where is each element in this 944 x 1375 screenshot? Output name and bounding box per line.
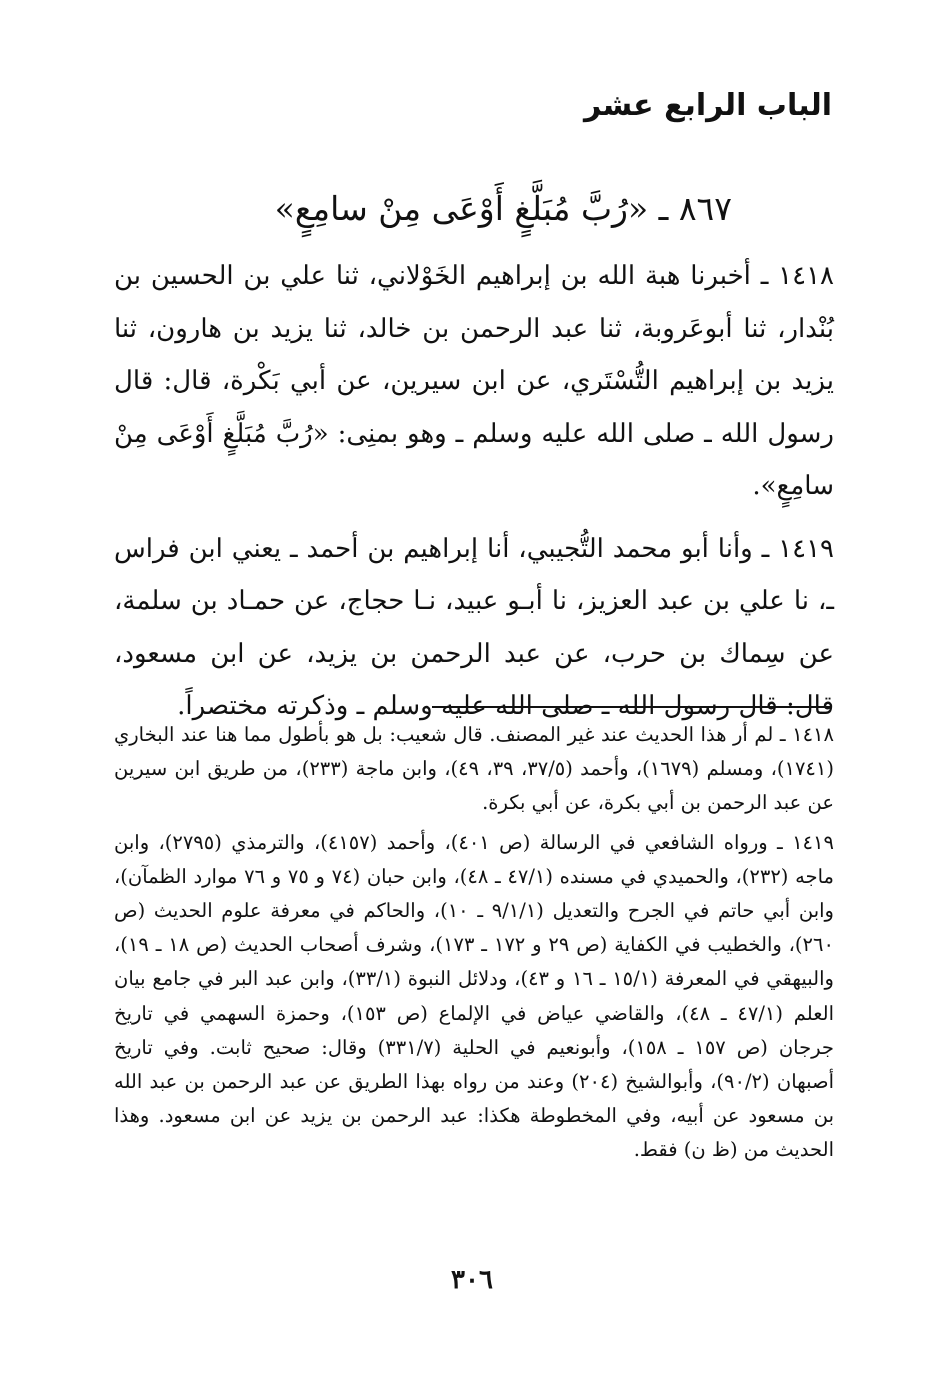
- hadith-paragraph-1418: ١٤١٨ ـ أخبرنا هبة الله بن إبراهيم الخَوْلاني، ثنا علي بن الحسين بن بُنْدار، ثنا أبوعَروبة، ثنا عبد الرحمن بن خالد، ثنا يزيد بن هارون، ثنا يزيد بن إبراهيم التُّسْتَري، عن ابن سيرين، عن أبي بَكْرة، قال: قال رسول الله ـ صلى الله عليه وسلم ـ وهو بمنِى: «رُبَّ مُبَلَّغٍ أَوْعَى مِنْ سامِعٍ».: [114, 261, 834, 501]
- footnotes: [114, 718, 834, 1173]
- footnote-1419: ١٤١٩ ـ ورواه الشافعي في الرسالة (ص ٤٠١)، وأحمد (٤١٥٧)، والترمذي (٢٧٩٥)، وابن ماجه (٢٣٢)، والحميدي في مسنده (٤٧/١ ـ ٤٨)، وابن حبان (٧٤ و ٧٥ و ٧٦ موارد الظمآن)، وابن أبي حاتم في الجرح والتعديل (٩/١/١ ـ ١٠)، والحاكم في معرفة علوم الحديث (ص ٢٦٠)، والخطيب في الكفاية (ص ٢٩ و ١٧٢ ـ ١٧٣)، وشرف أصحاب الحديث (ص ١٨ ـ ١٩)، والبيهقي في المعرفة (١٥/١ ـ ١٦ و ٤٣)، ودلائل النبوة (٣٣/١)، وابن عبد البر في جامع بيان العلم (٤٧/١ ـ ٤٨)، والقاضي عياض في الإلماع (ص ١٥٣)، وحمزة السهمي في تاريخ جرجان (ص ١٥٧ ـ ١٥٨)، وأبونعيم في الحلية (٣٣١/٧) وقال: صحيح ثابت. وفي تاريخ أصبهان (٩٠/٢)، وأبوالشيخ (٢٠٤) وعند من رواه بهذا الطريق عن عبد الرحمن بن عبد الله بن مسعود عن أبيه، وفي المخطوطة هكذا: عبد الرحمن بن يزيد عن ابن مسعود. وهذا الحديث من (ظ ن) فقط.: [114, 830, 834, 1162]
- footnote-divider: [432, 706, 832, 708]
- footnote-1418: ١٤١٨ ـ لم أر هذا الحديث عند غير المصنف. قال شعيب: بل هو بأطول مما هنا عند البخاري (١٧٤١)، ومسلم (١٦٧٩)، وأحمد (٣٧/٥، ٣٩، ٤٩)، وابن ماجة (٢٣٣)، من طريق ابن سيرين عن عبد الرحمن بن أبي بكرة، عن أبي بكرة.: [114, 723, 834, 815]
- hadith-paragraph-1419: ١٤١٩ ـ وأنا أبو محمد التُّجيبي، أنا إبراهيم بن أحمد ـ يعني ابن فراس ـ، نا علي بن عبد العزيز، نا أبـو عبيد، نـا حجاج، عن حمـاد بن سلمة، عن سِماك بن حرب، عن عبد الرحمن بن يزيد، عن ابن مسعود، قال: قال رسول الله ـ صلى الله عليه وسلم ـ وذكرته مختصراً.: [114, 533, 834, 721]
- chapter-heading: الباب الرابع عشر: [583, 88, 832, 123]
- hadith-title: ٨٦٧ ـ «رُبَّ مُبَلَّغٍ أَوْعَى مِنْ سامِعٍ»: [274, 189, 732, 228]
- page-number: ٣٠٦: [451, 1265, 493, 1295]
- main-text: [114, 250, 834, 743]
